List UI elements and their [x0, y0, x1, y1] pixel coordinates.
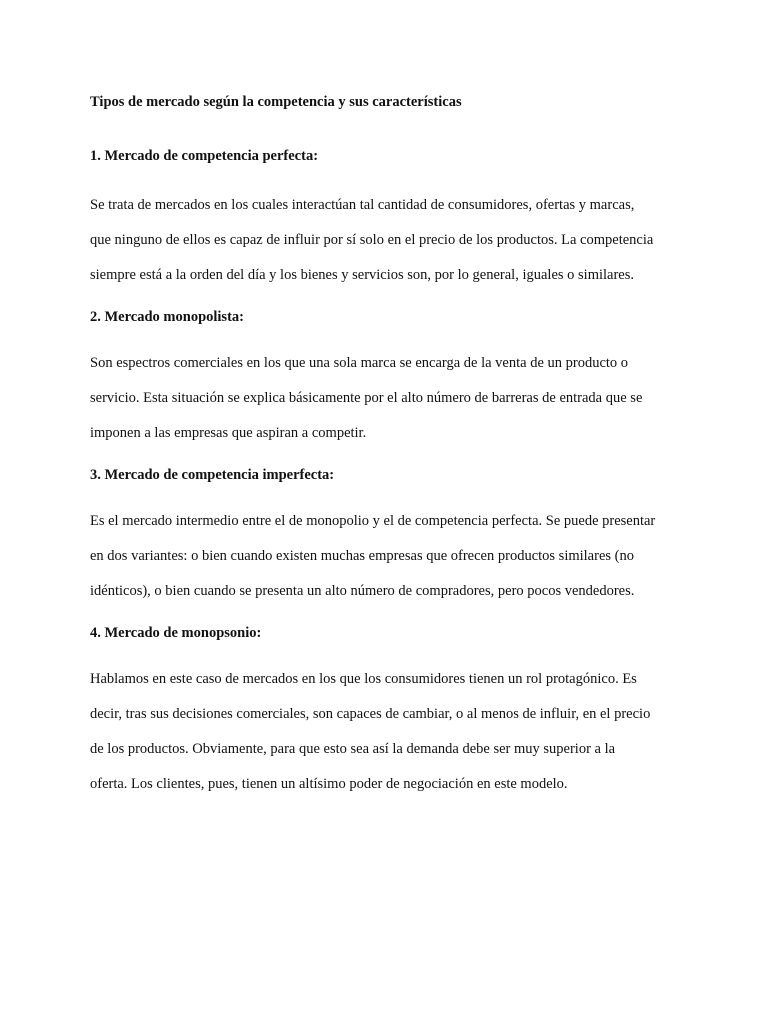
section-monopsonio	[90, 623, 690, 802]
section-monopolista	[90, 307, 690, 451]
paragraph-line: idénticos), o bien cuando se presenta un alto número de compradores, pero pocos vendedores.	[90, 583, 635, 599]
paragraph-line: servicio. Esta situación se explica básicamente por el alto número de barreras de entrada que se	[90, 390, 643, 406]
section-heading: 4. Mercado de monopsonio:	[90, 625, 262, 641]
paragraph-line: de los productos. Obviamente, para que esto sea así la demanda debe ser muy superior a la	[90, 741, 616, 757]
paragraph-line: siempre está a la orden del día y los bienes y servicios son, por lo general, iguales o similares.	[90, 267, 635, 283]
paragraph-line: Hablamos en este caso de mercados en los que los consumidores tienen un rol protagónico. Es	[90, 671, 637, 687]
document-content	[90, 92, 690, 816]
section-competencia-perfecta	[90, 146, 690, 293]
section-paragraph	[90, 166, 690, 293]
section-paragraph	[90, 327, 690, 451]
paragraph-line: oferta. Los clientes, pues, tienen un altísimo poder de negociación en este modelo.	[90, 776, 568, 792]
paragraph-line: en dos variantes: o bien cuando existen muchas empresas que ofrecen productos similares (no	[90, 548, 634, 564]
paragraph-line: Son espectros comerciales en los que una sola marca se encarga de la venta de un producto o	[90, 355, 629, 371]
section-paragraph	[90, 485, 690, 609]
paragraph-line: decir, tras sus decisiones comerciales, son capaces de cambiar, o al menos de influir, en el precio	[90, 706, 651, 722]
section-competencia-imperfecta	[90, 465, 690, 609]
paragraph-line: Se trata de mercados en los cuales interactúan tal cantidad de consumidores, ofertas y marcas,	[90, 197, 635, 213]
paragraph-line: imponen a las empresas que aspiran a competir.	[90, 425, 367, 441]
paragraph-line: que ninguno de ellos es capaz de influir por sí solo en el precio de los productos. La competencia	[90, 232, 654, 248]
section-heading: 3. Mercado de competencia imperfecta:	[90, 467, 335, 483]
section-heading: 1. Mercado de competencia perfecta:	[90, 148, 319, 164]
section-paragraph	[90, 643, 690, 802]
section-heading: 2. Mercado monopolista:	[90, 309, 244, 325]
document-title: Tipos de mercado según la competencia y sus características	[90, 94, 462, 110]
paragraph-line: Es el mercado intermedio entre el de monopolio y el de competencia perfecta. Se puede presentar	[90, 513, 656, 529]
